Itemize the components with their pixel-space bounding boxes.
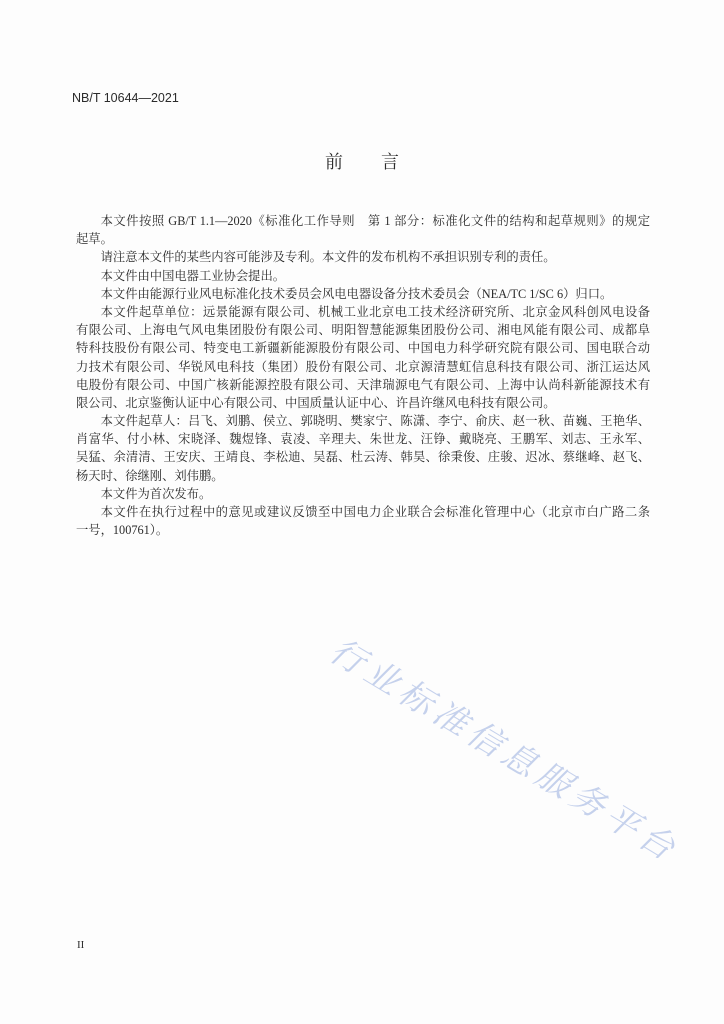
technical-committee-paragraph xyxy=(76,285,650,303)
text-line: 肖富华、付小林、宋晓泽、魏煜锋、袁凌、辛理夫、朱世龙、汪铮、戴晓亮、王鹏军、刘志、王永军、 xyxy=(76,432,650,447)
text-line: 本文件起草人：吕飞、刘鹏、侯立、郭晓明、樊家宁、陈潇、李宁、俞庆、赵一秋、苗巍、王艳华、 xyxy=(100,414,650,429)
text-line: 电股份有限公司、中国广核新能源控股有限公司、天津瑞源电气有限公司、上海中认尚科新能源技术有 xyxy=(76,377,650,392)
text-line: 力技术有限公司、华锐风电科技（集团）股份有限公司、北京源清慧虹信息科技有限公司、浙江运达风 xyxy=(76,359,650,374)
text-line: 本文件由中国电器工业协会提出。 xyxy=(100,268,286,283)
page-title: 前 言 xyxy=(325,152,409,173)
standard-code-header: NB/T 10644—2021 xyxy=(72,91,179,105)
text-line: 本文件在执行过程中的意见或建议反馈至中国电力企业联合会标准化管理中心（北京市白广路二条 xyxy=(100,505,650,519)
text-line: 杨天时、徐继刚、刘伟鹏。 xyxy=(76,468,224,483)
drafting-basis-paragraph xyxy=(76,212,650,248)
text-line: 本文件起草单位：远景能源有限公司、机械工业北京电工技术经济研究所、北京金风科创风电设备 xyxy=(100,304,650,319)
proposer-paragraph xyxy=(76,267,650,285)
text-line: 起草。 xyxy=(76,232,113,247)
text-line: 请注意本文件的某些内容可能涉及专利。本文件的发布机构不承担识别专利的责任。 xyxy=(100,250,556,265)
drafters-paragraph xyxy=(76,412,650,485)
text-line: 特科技股份有限公司、特变电工新疆新能源股份有限公司、中国电力科学研究院有限公司、国电联合动 xyxy=(76,341,650,356)
page-number: II xyxy=(77,939,85,951)
feedback-paragraph xyxy=(76,503,650,539)
text-line: 一号，100761）。 xyxy=(76,523,169,538)
first-edition-paragraph xyxy=(76,485,650,503)
text-line: 本文件按照 GB/T 1.1—2020《标准化工作导则 第 1 部分：标准化文件的结构和起草规则》的规定 xyxy=(100,214,650,228)
text-line: 限公司、北京鉴衡认证中心有限公司、中国质量认证中心、许昌许继风电科技有限公司。 xyxy=(76,395,556,410)
text-line: 有限公司、上海电气风电集团股份有限公司、明阳智慧能源集团股份公司、湘电风能有限公司、成都阜 xyxy=(76,323,650,338)
platform-watermark: 行业标准信息服务平台 xyxy=(322,630,687,872)
drafting-organizations-paragraph xyxy=(76,303,650,412)
text-line: 本文件由能源行业风电标准化技术委员会风电电器设备分技术委员会（NEA/TC 1/SC 6）归口。 xyxy=(100,286,613,301)
text-line: 吴猛、余清清、王安庆、王靖良、李松迪、吴磊、杜云涛、韩昊、徐秉俊、庄骏、迟冰、蔡继峰、赵飞、 xyxy=(76,450,650,465)
foreword-body xyxy=(76,212,650,539)
text-line: 本文件为首次发布。 xyxy=(100,486,212,501)
patent-notice-paragraph xyxy=(76,248,650,266)
